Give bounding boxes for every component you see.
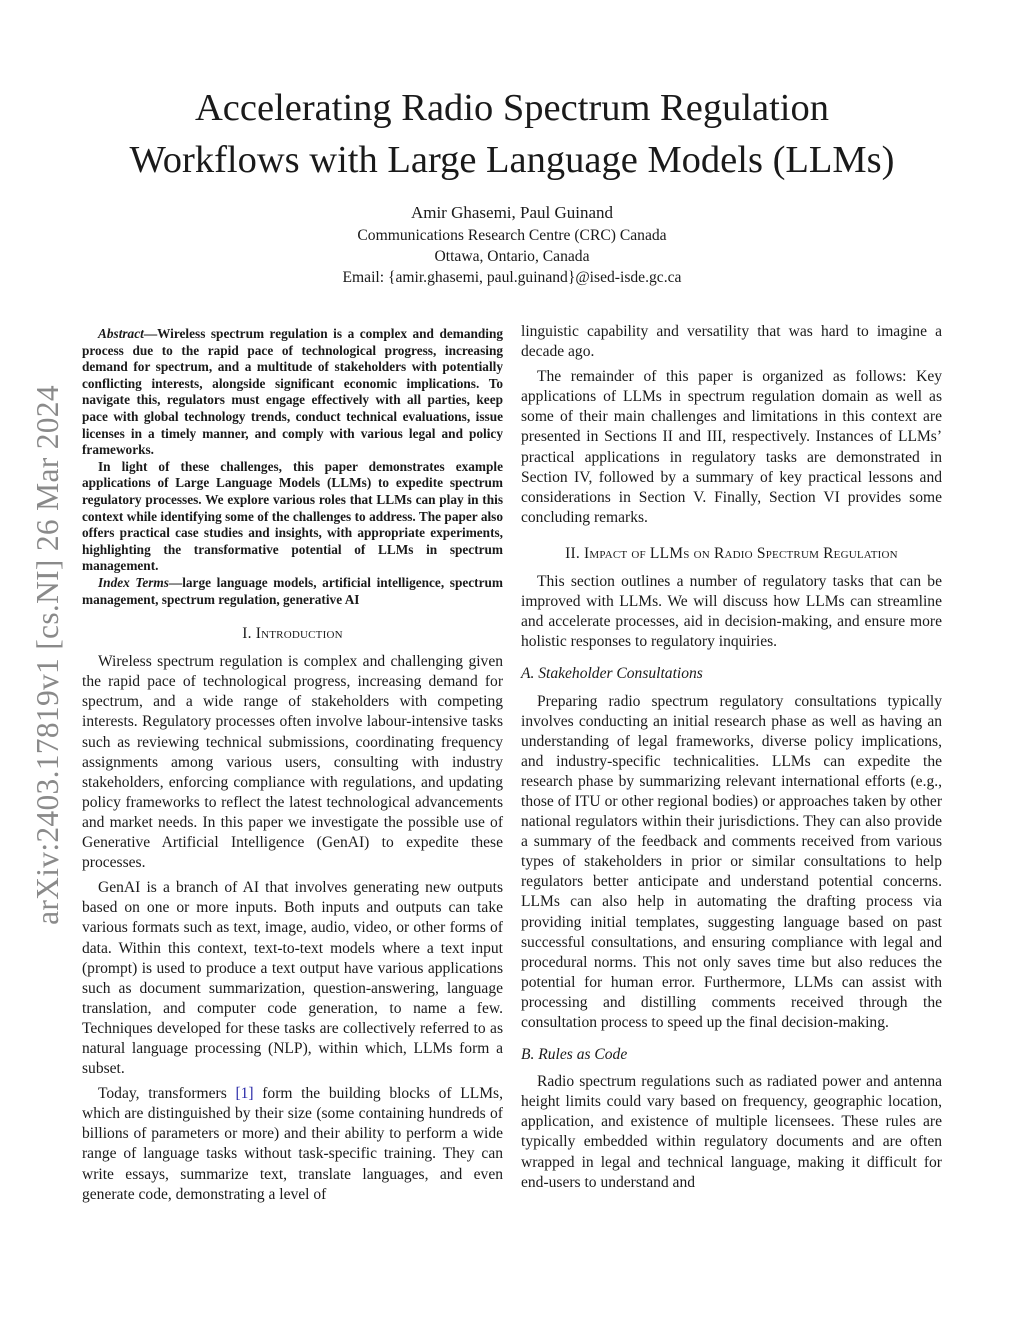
intro-paragraph-1: Wireless spectrum regulation is complex and challenging given the rapid pace of technological progress, increasing demand for spectrum, and a wide range of stakeholders with competing interests. Regulatory processes often involve labour-intensive tasks such as reviewing technical submissions, coordinating frequency assignments among various users, consulting with industry stakeholders, enforcing compliance with regulations, and updating policy frameworks to reflect the latest technological advancements and market needs. In this paper we investigate the possible use of Generative Artificial Intelligence (GenAI) to expedite these processes.	[82, 653, 503, 872]
author-block	[80, 202, 944, 288]
intro-paragraph-2: GenAI is a branch of AI that involves generating new outputs based on one or more inputs. Both inputs and outputs can take various formats such as text, image, audio, video, or other forms of data. Within this context, text-to-text models where a text input (prompt) is used to produce a text output have various applications such as document summarization, question-answering, language translation, and computer code generation, to name a few. Techniques developed for these tasks are collectively referred to as natural language processing (NLP), within which, LLMs form a subset.	[82, 879, 503, 1078]
subsection-heading-a: A. Stakeholder Consultations	[521, 665, 703, 683]
intro-continuation: linguistic capability and versatility that was hard to imagine a decade ago.	[521, 323, 942, 361]
arxiv-id-text: arXiv:2403.17819v1 [cs.NI] 26 Mar 2024	[30, 385, 65, 925]
intro-p3-end: form the building blocks of LLMs, which are distinguished by their size (some containing hundreds of billions of parameters or more) and their ability to perform a wide range of language tasks without task-specific training. They can write essays, summarize text, translate languages, and even generate code, demonstrating a level of	[82, 1085, 503, 1203]
author-email: Email: {amir.ghasemi, paul.guinand}@ised-isde.gc.ca	[342, 269, 682, 286]
intro-paragraph-3	[82, 1084, 503, 1205]
title-line-2: Workflows with Large Language Models (LLMs)	[129, 139, 895, 181]
left-column	[82, 322, 503, 1205]
subsection-b-paragraph: Radio spectrum regulations such as radiated power and antenna height limits could vary based on frequency, geographic location, application, and existence of multiple licensees. These rules are typically embedded within regulatory documents and are often wrapped in legal and technical language, making it difficult for end-users to understand and	[521, 1073, 942, 1191]
author-affiliation: Communications Research Centre (CRC) Canada	[357, 227, 667, 244]
author-names: Amir Ghasemi, Paul Guinand	[410, 203, 614, 222]
section-heading-introduction: I. Introduction	[242, 625, 343, 643]
abstract-paragraph-1	[82, 326, 503, 459]
abstract-text-1: —Wireless spectrum regulation is a complex and demanding process due to the rapid pace of technological progress, increasing demand for spectrum, and a multitude of stakeholders with potentially conflicting interests, alongside significant economic implications. To navigate this, regulators must engage effectively with all parties, keep pace with global technology trends, conduct technical evaluations, issue licenses in a timely manner, and comply with various legal and policy frameworks.	[82, 326, 503, 458]
arxiv-identifier	[28, 355, 68, 955]
abstract-paragraph-2: In light of these challenges, this paper demonstrates example applications of Large Language Models (LLMs) to expedite spectrum regulatory processes. We explore various roles that LLMs can play in this context while identifying some of the challenges to address. The paper also offers practical case studies and insights, with appropriate experiments, highlighting the transformative potential of LLMs in spectrum management.	[82, 458, 503, 574]
author-location: Ottawa, Ontario, Canada	[434, 248, 590, 265]
subsection-a-paragraph: Preparing radio spectrum regulatory consultations typically involves conducting an initial research phase as well as having an understanding of legal frameworks, diverse policy implications, and industry-specific technicalities. LLMs can expedite the research phase by summarizing relevant international efforts (e.g., those of ITU or other regional bodies) or approaches taken by other national regulators within their jurisdictions. They can also provide a summary of the feedback and comments received from various types of stakeholders in prior or similar consultations to help regulators better anticipate and understand potential concerns. LLMs can also help in automating the drafting process via providing initial templates, suggesting language based on past successful consultations, and ensuring compliance with legal and procedural norms. This not only saves time but also reduces the potential for human error. Furthermore, LLMs can assist with processing and distilling comments received through the consultation process to speed up the final decision-making.	[521, 692, 942, 1031]
intro-p3-start: Today, transformers	[98, 1085, 236, 1103]
abstract-label: Abstract	[98, 326, 144, 341]
title-line-1: Accelerating Radio Spectrum Regulation	[195, 87, 829, 129]
index-terms	[82, 575, 503, 608]
intro-paragraph-4: The remainder of this paper is organized as follows: Key applications of LLMs in spectrum regulation domain as well as some of their main challenges and limitations in this context are presented in Sections II and III, respectively. Instances of LLMs’ practical applications in regulatory tasks are demonstrated in Section IV, followed by a summary of key practical lessons and considerations in Section V. Finally, Section VI provides some concluding remarks.	[521, 368, 942, 526]
impact-paragraph-1: This section outlines a number of regulatory tasks that can be improved with LLMs. We will discuss how LLMs can streamline and accelerate processes, aid in decision-making, and ensure more holistic responses to regulatory inquiries.	[521, 573, 942, 651]
paper-title	[80, 82, 944, 186]
right-column	[521, 322, 942, 1193]
index-terms-text: —large language models, artificial intelligence, spectrum management, spectrum regulation, generative AI	[82, 574, 503, 607]
subsection-heading-b: B. Rules as Code	[521, 1046, 628, 1064]
section-heading-impact: II. Impact of LLMs on Radio Spectrum Regulation	[565, 544, 898, 562]
index-terms-label: Index Terms	[98, 574, 169, 590]
citation-link-1[interactable]: [1]	[235, 1085, 254, 1103]
